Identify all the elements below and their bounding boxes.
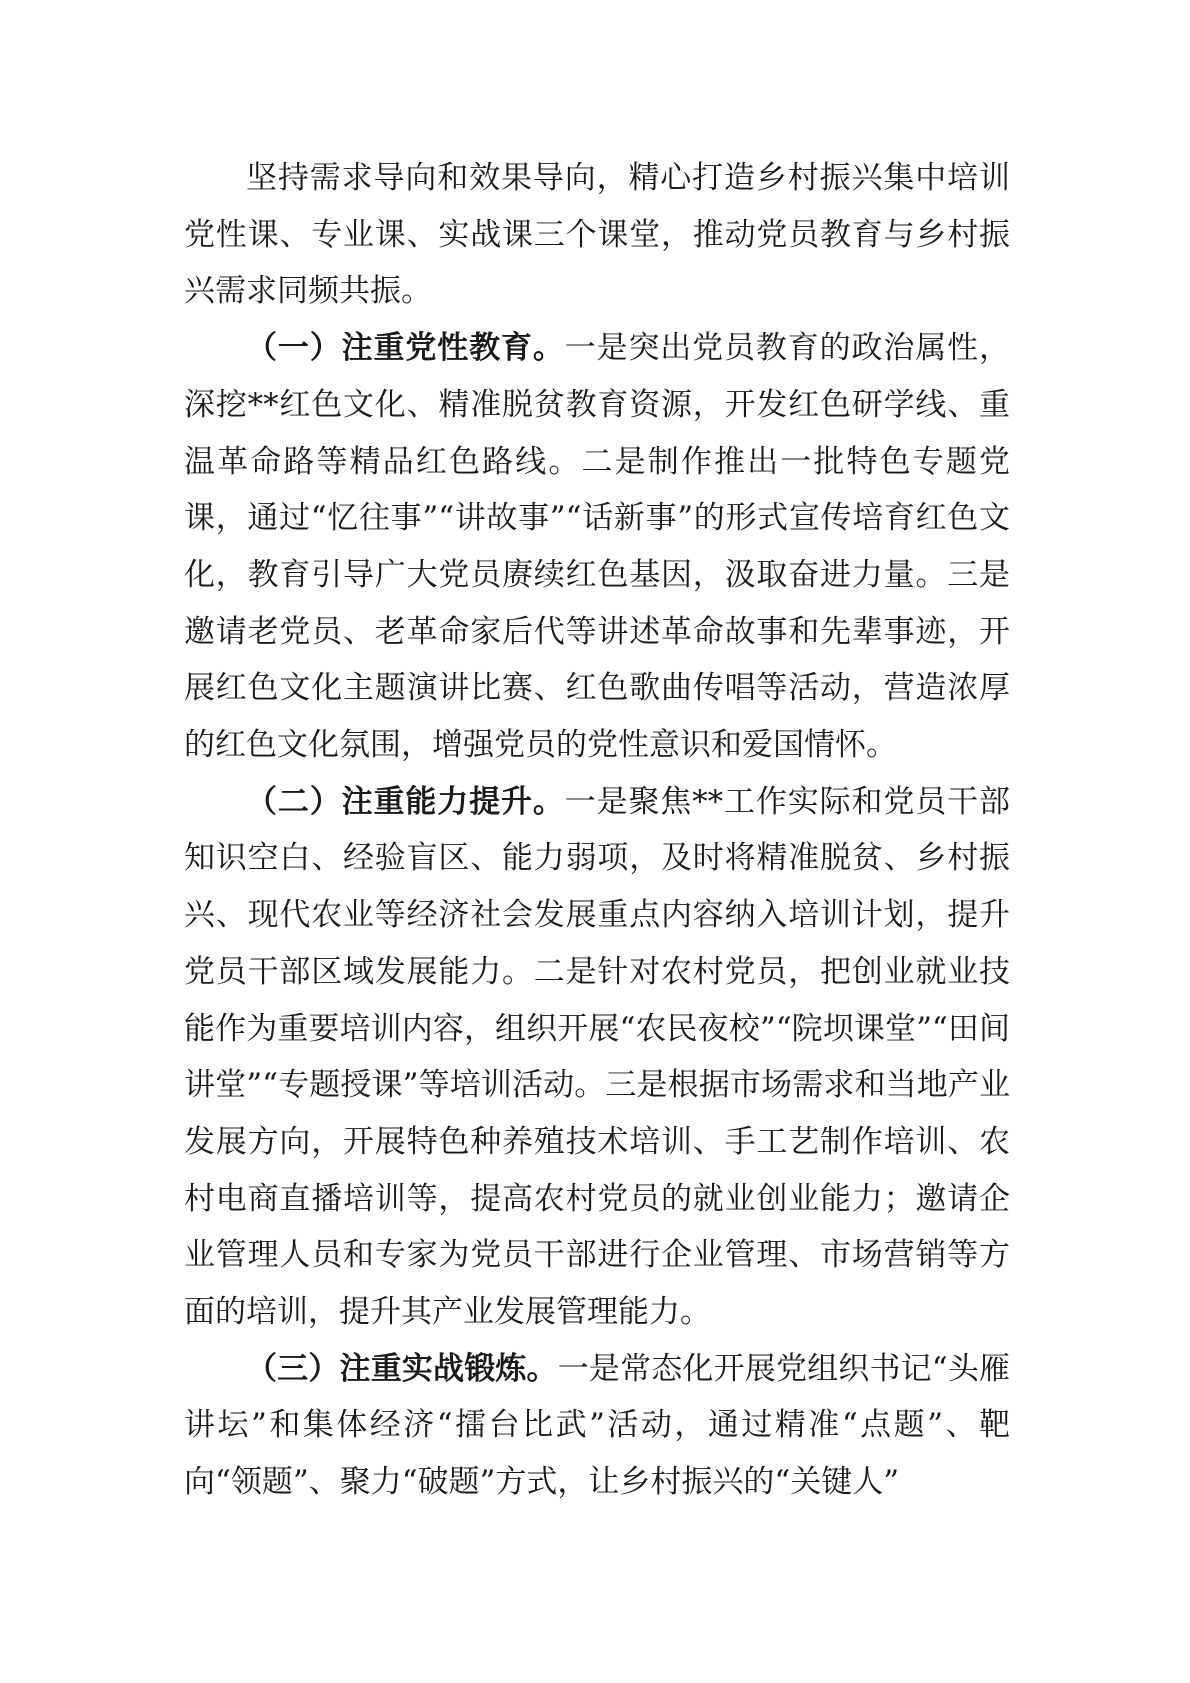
document-body [184,150,1010,1511]
section-2-body: 一是聚焦**工作实际和党员干部知识空白、经验盲区、能力弱项，及时将精准脱贫、乡村振兴、现代农业等经济社会发展重点内容纳入培训计划，提升党员干部区域发展能力。二是针对农村党员，把创业就业技能作为重要培训内容，组织开展“农民夜校”“院坝课堂”“田间讲堂”“专题授课”等培训活动。三是根据市场需求和当地产业发展方向，开展特色种养殖技术培训、手工艺制作培训、农村电商直播培训等，提高农村党员的就业创业能力；邀请企业管理人员和专家为党员干部进行企业管理、市场营销等方面的培训，提升其产业发展管理能力。 [184,783,1011,1331]
section-2-paragraph [184,774,1010,1341]
section-3-paragraph [184,1341,1010,1511]
section-1-body: 一是突出党员教育的政治属性，深挖**红色文化、精准脱贫教育资源，开发红色研学线、重温革命路等精品红色路线。二是制作推出一批特色专题党课，通过“忆往事”“讲故事”“话新事”的形式宣传培育红色文化，教育引导广大党员赓续红色基因，汲取奋进力量。三是邀请老党员、老革命家后代等讲述革命故事和先辈事迹，开展红色文化主题演讲比赛、红色歌曲传唱等活动，营造浓厚的红色文化氛围，增强党员的党性意识和爱国情怀。 [184,330,1011,764]
section-3-body: 一是常态化开展党组织书记“头雁讲坛”和集体经济“擂台比武”活动，通过精准“点题”、靶向“领题”、聚力“破题”方式，让乡村振兴的“关键人” [184,1350,1010,1501]
section-3-heading: （三）注重实战锻炼。 [246,1350,558,1387]
section-2-heading: （二）注重能力提升。 [246,783,565,820]
section-1-paragraph [184,320,1010,774]
section-1-heading: （一）注重党性教育。 [246,330,565,367]
intro-paragraph: 坚持需求导向和效果导向，精心打造乡村振兴集中培训党性课、专业课、实战课三个课堂，推动党员教育与乡村振兴需求同频共振。 [184,160,1010,310]
